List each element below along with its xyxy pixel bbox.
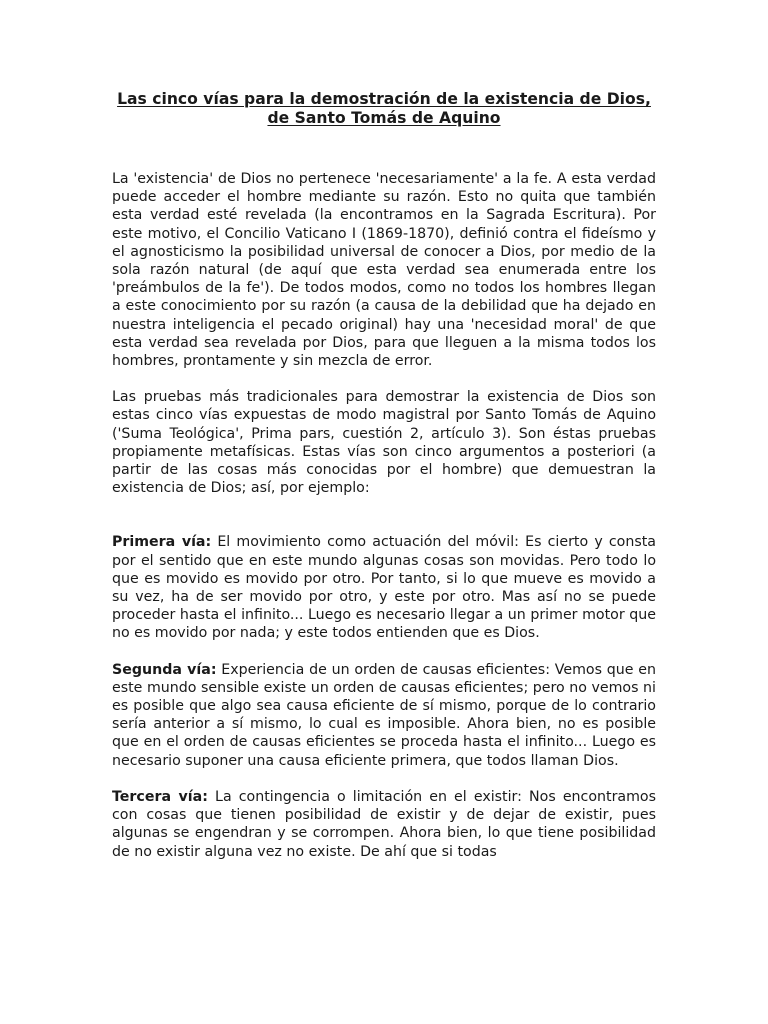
title-line-2: de Santo Tomás de Aquino (267, 109, 501, 127)
segunda-via-text: Experiencia de un orden de causas eficientes: Vemos que en este mundo sensible existe un orden de causas eficientes; pero no vemos ni es posible que algo sea causa eficiente de sí mismo, porque de lo contrario sería anterior a sí mismo, lo cual es imposible. Ahora bien, no es posible que en el orden de causas eficientes se proceda hasta el infinito... Luego es necesario suponer una causa eficiente primera, que todos llaman Dios. (112, 661, 656, 769)
tercera-via-label: Tercera vía: (112, 788, 208, 805)
intro-paragraph-2: Las pruebas más tradicionales para demostrar la existencia de Dios son estas cinco vías expuestas de modo magistral por Santo Tomás de Aquino ('Suma Teológica', Prima pars, cuestión 2, artículo 3). Son éstas pruebas propiamente metafísicas. Estas vías son cinco argumentos a posteriori (a partir de las cosas más conocidas por el hombre) que demuestran la existencia de Dios; así, por ejemplo: (112, 389, 656, 497)
primera-via-text: El movimiento como actuación del móvil: Es cierto y consta por el sentido que en este mundo algunas cosas son movidas. Pero todo lo que es movido es movido por otro. Por tanto, si lo que mueve es movido a su vez, ha de ser movido por otro, y este por otro. Mas así no se puede proceder hasta el infinito... Luego es necesario llegar a un primer motor que no es movido por nada; y este todos entienden que es Dios. (112, 534, 656, 642)
primera-via-label: Primera vía: (112, 534, 212, 551)
tercera-via-text: La contingencia o limitación en el existir: Nos encontramos con cosas que tienen posibilidad de existir y de dejar de existir, pues algunas se engendran y se corrompen. Ahora bien, lo que tiene posibilidad de no existir alguna vez no existe. De ahí que si todas (112, 788, 657, 860)
segunda-via-label: Segunda vía: (112, 661, 217, 678)
tercera-via-paragraph (112, 788, 656, 861)
segunda-via-paragraph (112, 661, 656, 770)
title-line-1: Las cinco vías para la demostración de la existencia de Dios, (117, 90, 651, 108)
intro-paragraph-1: La 'existencia' de Dios no pertenece 'necesariamente' a la fe. A esta verdad puede acceder el hombre mediante su razón. Esto no quita que también esta verdad esté revelada (la encontramos en la Sagrada Escritura). Por este motivo, el Concilio Vaticano I (1869-1870), definió contra el fideísmo y el agnosticismo la posibilidad universal de conocer a Dios, por medio de la sola razón natural (de aquí que esta verdad sea enumerada entre los 'preámbulos de la fe'). De todos modos, como no todos los hombres llegan a este conocimiento por su razón (a causa de la debilidad que ha dejado en nuestra inteligencia el pecado original) hay una 'necesidad moral' de que esta verdad sea revelada por Dios, para que lleguen a la misma todos los hombres, prontamente y sin mezcla de error. (112, 171, 656, 370)
document-title (112, 90, 656, 128)
primera-via-paragraph (112, 533, 656, 642)
